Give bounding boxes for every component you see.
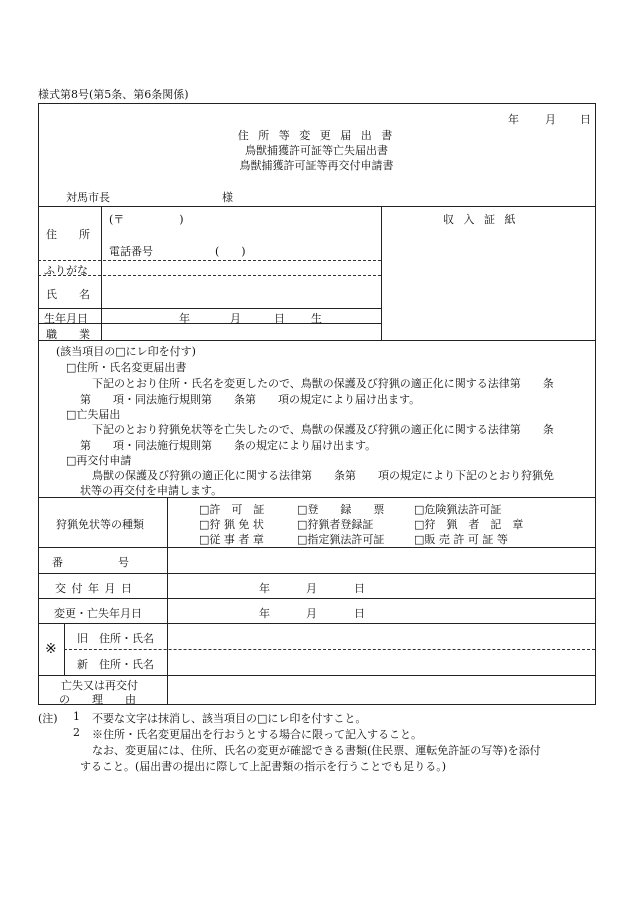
form-number-label: 様式第8号(第5条、第6条関係): [38, 88, 189, 101]
license-option-worker-badge[interactable]: □従 事 者 章: [199, 533, 264, 546]
applicant-label-divider: [101, 206, 102, 340]
license-bottom: [38, 547, 595, 548]
note-2-text: ※住所・氏名変更届出を行おうとする場合に限って記入すること。: [92, 728, 422, 741]
instruction-text: (該当項目の□にレ印を付す): [56, 345, 196, 358]
notes-prefix: (注): [38, 712, 58, 725]
frame-right: [595, 103, 596, 704]
change-day-unit: 日: [354, 607, 365, 620]
birth-year-unit: 年: [179, 312, 190, 325]
change-text-1: 下記のとおり住所・氏名を変更したので、鳥獣の保護及び狩猟の適正化に関する法律第 条: [92, 377, 554, 390]
change-checkbox-title[interactable]: □住所・氏名変更届出書: [66, 361, 187, 374]
change-date-label: 変更・亡失年月日: [54, 607, 142, 620]
license-option-sales-permit[interactable]: □販 売 許 可 証 等: [414, 533, 508, 546]
loss-text-1: 下記のとおり狩猟免状等を亡失したので、鳥獣の保護及び狩猟の適正化に関する法律第 条: [92, 423, 554, 436]
issue-day-unit: 日: [354, 582, 365, 595]
reissue-text-2: 状等の再交付を申請します。: [80, 484, 223, 497]
bottom-label-divider: [167, 497, 168, 704]
furigana-bottom-dash: [38, 275, 381, 276]
old-address-label: 旧 住所・氏名: [77, 632, 154, 645]
note-2-continuation-2: すること。(届出書の提出に際して上記書類の指示を行うことでも足りる。): [80, 760, 447, 773]
reason-label-1: 亡失又は再交付: [61, 679, 138, 692]
license-option-permit[interactable]: □許 可 証: [199, 503, 265, 516]
number-bottom: [38, 573, 595, 574]
phone-label: 電話番号: [109, 245, 153, 258]
furigana-top-dash: [38, 260, 381, 261]
change-month-unit: 月: [306, 607, 317, 620]
license-label: 狩猟免状等の種類: [56, 518, 144, 531]
license-option-hunter-badge[interactable]: □狩 猟 者 記 章: [414, 518, 524, 531]
number-label: 番 号: [52, 556, 129, 569]
birth-day-unit: 日: [274, 312, 285, 325]
note-2-number: 2: [73, 726, 80, 739]
issue-year-unit: 年: [259, 582, 270, 595]
reissue-text-1: 鳥獣の保護及び狩猟の適正化に関する法律第 条第 項の規定により下記のとおり狩猟免: [92, 469, 554, 482]
title-reissue: 鳥獣捕獲許可証等再交付申請書: [239, 159, 394, 172]
reason-label-2: の 理 由: [59, 693, 136, 706]
note-1-text: 不要な文字は抹消し、該当項目の□にレ印を付すこと。: [92, 712, 367, 725]
loss-checkbox-title[interactable]: □亡失届出: [66, 408, 121, 421]
address-label: 住 所: [46, 228, 90, 241]
name-bottom: [38, 308, 381, 309]
addressee-suffix: 様: [222, 191, 233, 204]
change-year-unit: 年: [259, 607, 270, 620]
frame-top: [38, 103, 595, 104]
title-loss: 鳥獣捕獲許可証等亡失届出書: [245, 144, 388, 157]
addressee-name: 対馬市長: [66, 191, 110, 204]
license-option-hunting-license[interactable]: □狩 猟 免 状: [199, 518, 264, 531]
title-change: 住 所 等 変 更 届 出 書: [237, 129, 396, 142]
phone-field[interactable]: ( ): [215, 245, 246, 258]
new-bottom: [38, 675, 595, 676]
license-top: [38, 497, 595, 498]
date-day: 日: [580, 113, 591, 126]
applicant-top: [38, 206, 595, 207]
birth-month-unit: 月: [230, 312, 241, 325]
frame-left: [38, 103, 39, 704]
note-1-number: 1: [73, 710, 80, 723]
name-label: 氏 名: [46, 288, 90, 301]
loss-text-2: 第 項・同法施行規則第 条の規定により届け出ます。: [80, 439, 377, 452]
change-date-bottom: [38, 623, 595, 624]
new-address-label: 新 住所・氏名: [77, 658, 154, 671]
old-new-dash: [64, 649, 595, 650]
asterisk-mark: ※: [45, 641, 57, 657]
license-option-registration-tag[interactable]: □登 録 票: [297, 503, 385, 516]
change-text-2: 第 項・同法施行規則第 条第 項の規定により届け出ます。: [80, 393, 421, 406]
license-option-dangerous-permit[interactable]: □危険猟法許可証: [414, 503, 502, 516]
birth-bottom: [38, 323, 381, 324]
issue-date-label: 交 付 年 月 日: [55, 582, 133, 595]
occupation-label: 職 業: [46, 328, 90, 341]
applicant-bottom: [38, 340, 595, 341]
reissue-checkbox-title[interactable]: □再交付申請: [66, 454, 132, 467]
date-month: 月: [545, 113, 556, 126]
date-year: 年: [508, 113, 519, 126]
revenue-stamp-label: 収 入 証 紙: [443, 213, 519, 226]
issue-month-unit: 月: [306, 582, 317, 595]
birth-born-unit: 生: [311, 312, 322, 325]
note-2-continuation-1: なお、変更届には、住所、氏名の変更が確認できる書類(住民票、運転免許証の写等)を添付: [92, 744, 541, 757]
license-option-hunter-registration[interactable]: □狩猟者登録証: [297, 518, 374, 531]
furigana-label: ふりがな: [44, 264, 88, 277]
issue-bottom: [38, 598, 595, 599]
stamp-divider: [381, 206, 382, 340]
birth-label: 生年月日: [44, 312, 88, 325]
postal-field[interactable]: (〒 ): [109, 213, 184, 226]
license-option-designated-permit[interactable]: □指定猟法許可証: [297, 533, 385, 546]
